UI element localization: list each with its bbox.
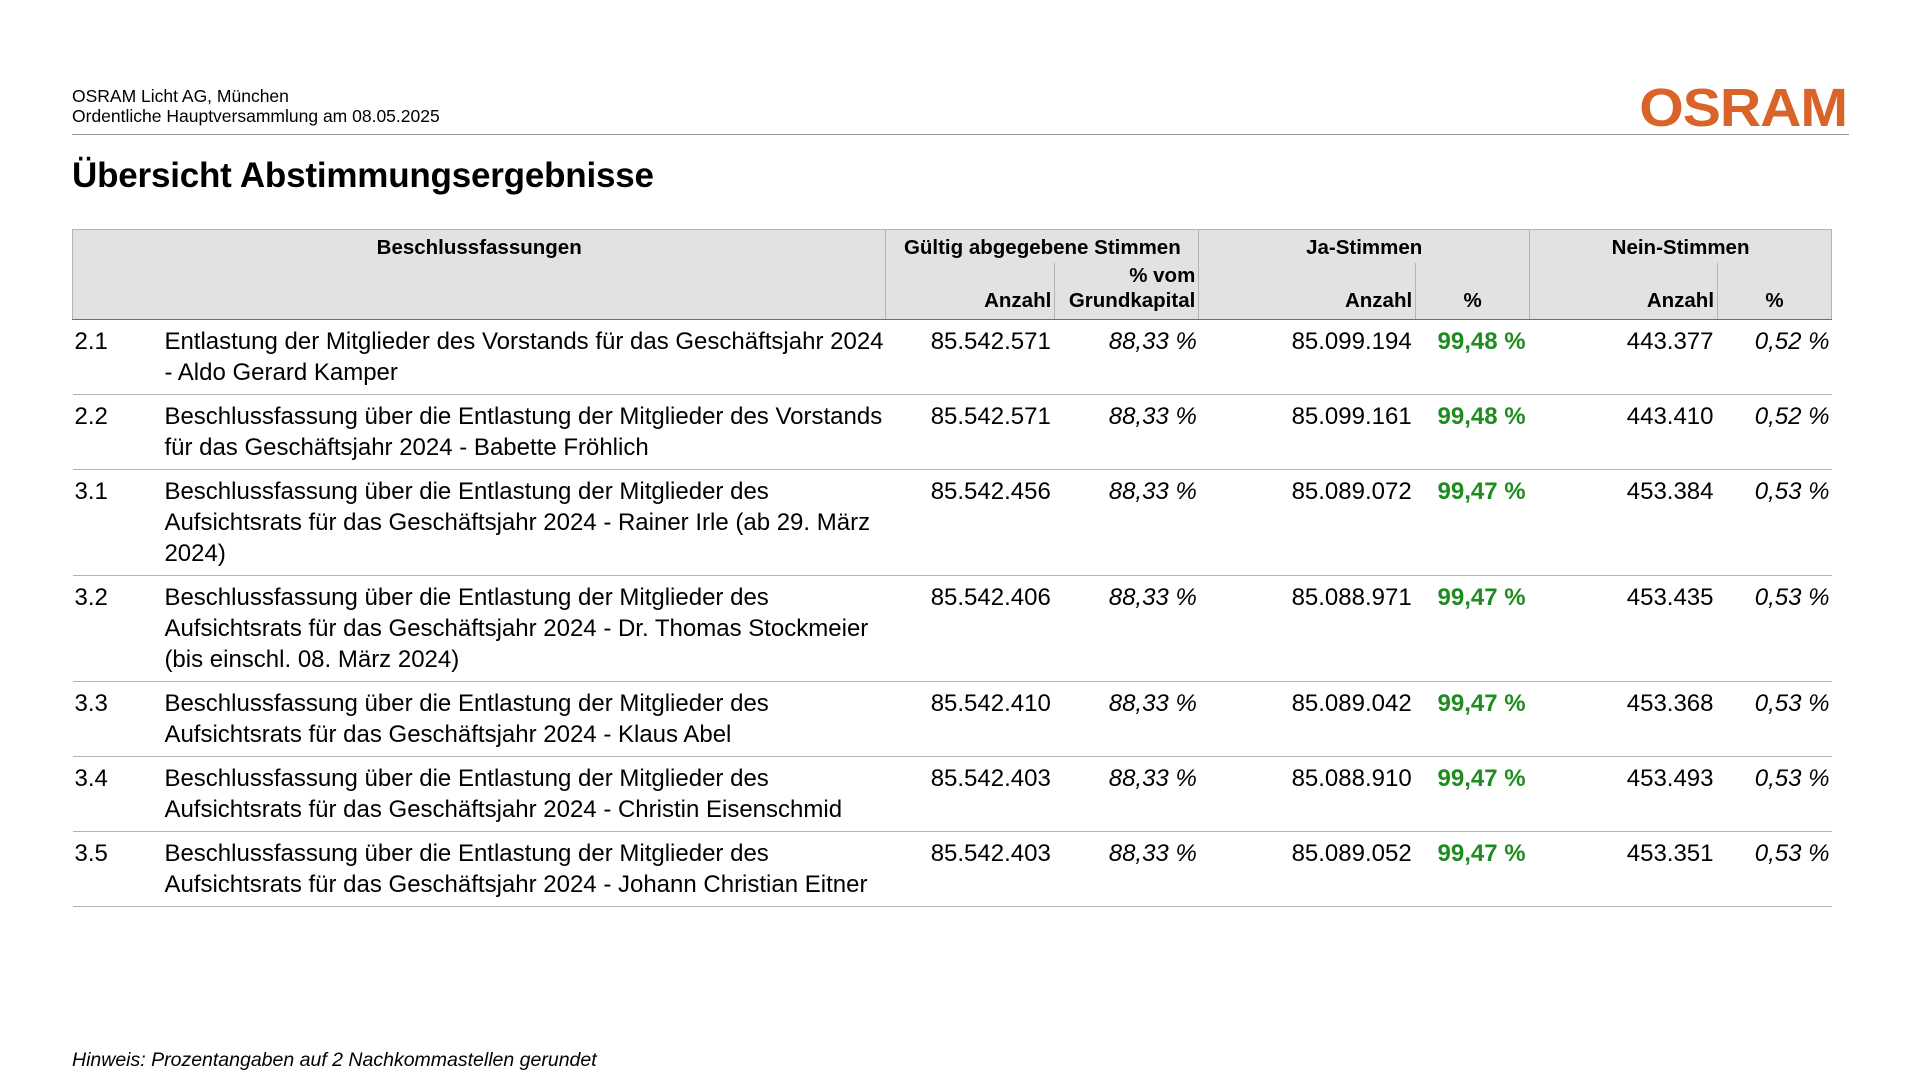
row-valid-pct: 88,33 % bbox=[1055, 575, 1199, 681]
row-no-count: 453.435 bbox=[1530, 575, 1718, 681]
row-no-pct: 0,52 % bbox=[1718, 394, 1832, 469]
row-yes-pct: 99,48 % bbox=[1416, 319, 1530, 394]
company-name: OSRAM Licht AG, München bbox=[72, 86, 289, 106]
row-yes-pct: 99,47 % bbox=[1416, 681, 1530, 756]
voting-results-table bbox=[72, 229, 1832, 907]
row-valid-pct: 88,33 % bbox=[1055, 756, 1199, 831]
row-resolution-text: Beschlussfassung über die Entlastung der Mitglieder des Vorstands für das Geschäftsjahr 2024 - Babette Fröhlich bbox=[164, 394, 885, 469]
header-valid-count: Anzahl bbox=[886, 263, 1055, 320]
row-valid-count: 85.542.406 bbox=[886, 575, 1055, 681]
table-row bbox=[73, 469, 1832, 575]
header-resolutions: Beschlussfassungen bbox=[73, 230, 886, 263]
header-no-pct: % bbox=[1718, 263, 1832, 320]
table-row bbox=[73, 319, 1832, 394]
row-yes-count: 85.099.194 bbox=[1199, 319, 1416, 394]
header-yes-pct: % bbox=[1416, 263, 1530, 320]
row-number: 2.2 bbox=[73, 394, 165, 469]
header-no-votes: Nein-Stimmen bbox=[1530, 230, 1832, 263]
row-no-count: 453.351 bbox=[1530, 831, 1718, 906]
row-number: 3.5 bbox=[73, 831, 165, 906]
row-no-pct: 0,53 % bbox=[1718, 831, 1832, 906]
row-valid-pct: 88,33 % bbox=[1055, 681, 1199, 756]
page-title: Übersicht Abstimmungsergebnisse bbox=[72, 156, 654, 195]
row-no-pct: 0,53 % bbox=[1718, 681, 1832, 756]
row-no-count: 453.368 bbox=[1530, 681, 1718, 756]
header-resolutions-sub bbox=[73, 263, 886, 320]
header-valid-pct-line2: Grundkapital bbox=[1068, 288, 1196, 312]
row-yes-pct: 99,47 % bbox=[1416, 469, 1530, 575]
row-valid-pct: 88,33 % bbox=[1055, 469, 1199, 575]
osram-logo: OSRAM bbox=[1639, 78, 1847, 138]
row-no-pct: 0,52 % bbox=[1718, 319, 1832, 394]
meeting-title: Ordentliche Hauptversammlung am 08.05.2025 bbox=[72, 106, 440, 126]
row-valid-count: 85.542.571 bbox=[886, 319, 1055, 394]
row-yes-pct: 99,47 % bbox=[1416, 756, 1530, 831]
header-valid-pct bbox=[1055, 263, 1199, 320]
table-row bbox=[73, 575, 1832, 681]
row-no-count: 443.377 bbox=[1530, 319, 1718, 394]
row-no-pct: 0,53 % bbox=[1718, 756, 1832, 831]
row-yes-count: 85.089.052 bbox=[1199, 831, 1416, 906]
row-valid-count: 85.542.403 bbox=[886, 756, 1055, 831]
header-valid-pct-line1: % vom bbox=[1129, 263, 1196, 287]
row-resolution-text: Beschlussfassung über die Entlastung der Mitglieder des Aufsichtsrats für das Geschäftsjahr 2024 - Christin Eisenschmid bbox=[164, 756, 885, 831]
row-no-pct: 0,53 % bbox=[1718, 575, 1832, 681]
row-no-pct: 0,53 % bbox=[1718, 469, 1832, 575]
table-row bbox=[73, 394, 1832, 469]
row-resolution-text: Beschlussfassung über die Entlastung der Mitglieder des Aufsichtsrats für das Geschäftsjahr 2024 - Rainer Irle (ab 29. März 2024) bbox=[164, 469, 885, 575]
table-row bbox=[73, 681, 1832, 756]
row-yes-count: 85.088.910 bbox=[1199, 756, 1416, 831]
row-yes-count: 85.088.971 bbox=[1199, 575, 1416, 681]
row-no-count: 453.493 bbox=[1530, 756, 1718, 831]
row-no-count: 453.384 bbox=[1530, 469, 1718, 575]
row-number: 2.1 bbox=[73, 319, 165, 394]
row-number: 3.3 bbox=[73, 681, 165, 756]
table-row bbox=[73, 831, 1832, 906]
row-valid-pct: 88,33 % bbox=[1055, 394, 1199, 469]
rounding-note: Hinweis: Prozentangaben auf 2 Nachkommastellen gerundet bbox=[72, 1049, 597, 1071]
row-number: 3.4 bbox=[73, 756, 165, 831]
row-yes-pct: 99,47 % bbox=[1416, 575, 1530, 681]
row-yes-pct: 99,47 % bbox=[1416, 831, 1530, 906]
row-valid-count: 85.542.410 bbox=[886, 681, 1055, 756]
row-valid-pct: 88,33 % bbox=[1055, 831, 1199, 906]
row-yes-count: 85.089.072 bbox=[1199, 469, 1416, 575]
row-resolution-text: Beschlussfassung über die Entlastung der Mitglieder des Aufsichtsrats für das Geschäftsjahr 2024 - Klaus Abel bbox=[164, 681, 885, 756]
row-valid-count: 85.542.403 bbox=[886, 831, 1055, 906]
row-valid-count: 85.542.456 bbox=[886, 469, 1055, 575]
row-resolution-text: Beschlussfassung über die Entlastung der Mitglieder des Aufsichtsrats für das Geschäftsjahr 2024 - Johann Christian Eitner bbox=[164, 831, 885, 906]
row-yes-count: 85.099.161 bbox=[1199, 394, 1416, 469]
row-resolution-text: Beschlussfassung über die Entlastung der Mitglieder des Aufsichtsrats für das Geschäftsjahr 2024 - Dr. Thomas Stockmeier (bis einschl. 08. März 2024) bbox=[164, 575, 885, 681]
document-header bbox=[72, 78, 1849, 138]
row-number: 3.2 bbox=[73, 575, 165, 681]
row-valid-pct: 88,33 % bbox=[1055, 319, 1199, 394]
header-yes-votes: Ja-Stimmen bbox=[1199, 230, 1530, 263]
header-no-count: Anzahl bbox=[1530, 263, 1718, 320]
header-valid-votes: Gültig abgegebene Stimmen bbox=[886, 230, 1199, 263]
row-resolution-text: Entlastung der Mitglieder des Vorstands für das Geschäftsjahr 2024 - Aldo Gerard Kamper bbox=[164, 319, 885, 394]
row-yes-count: 85.089.042 bbox=[1199, 681, 1416, 756]
header-yes-count: Anzahl bbox=[1199, 263, 1416, 320]
row-yes-pct: 99,48 % bbox=[1416, 394, 1530, 469]
row-no-count: 443.410 bbox=[1530, 394, 1718, 469]
row-valid-count: 85.542.571 bbox=[886, 394, 1055, 469]
table-row bbox=[73, 756, 1832, 831]
row-number: 3.1 bbox=[73, 469, 165, 575]
